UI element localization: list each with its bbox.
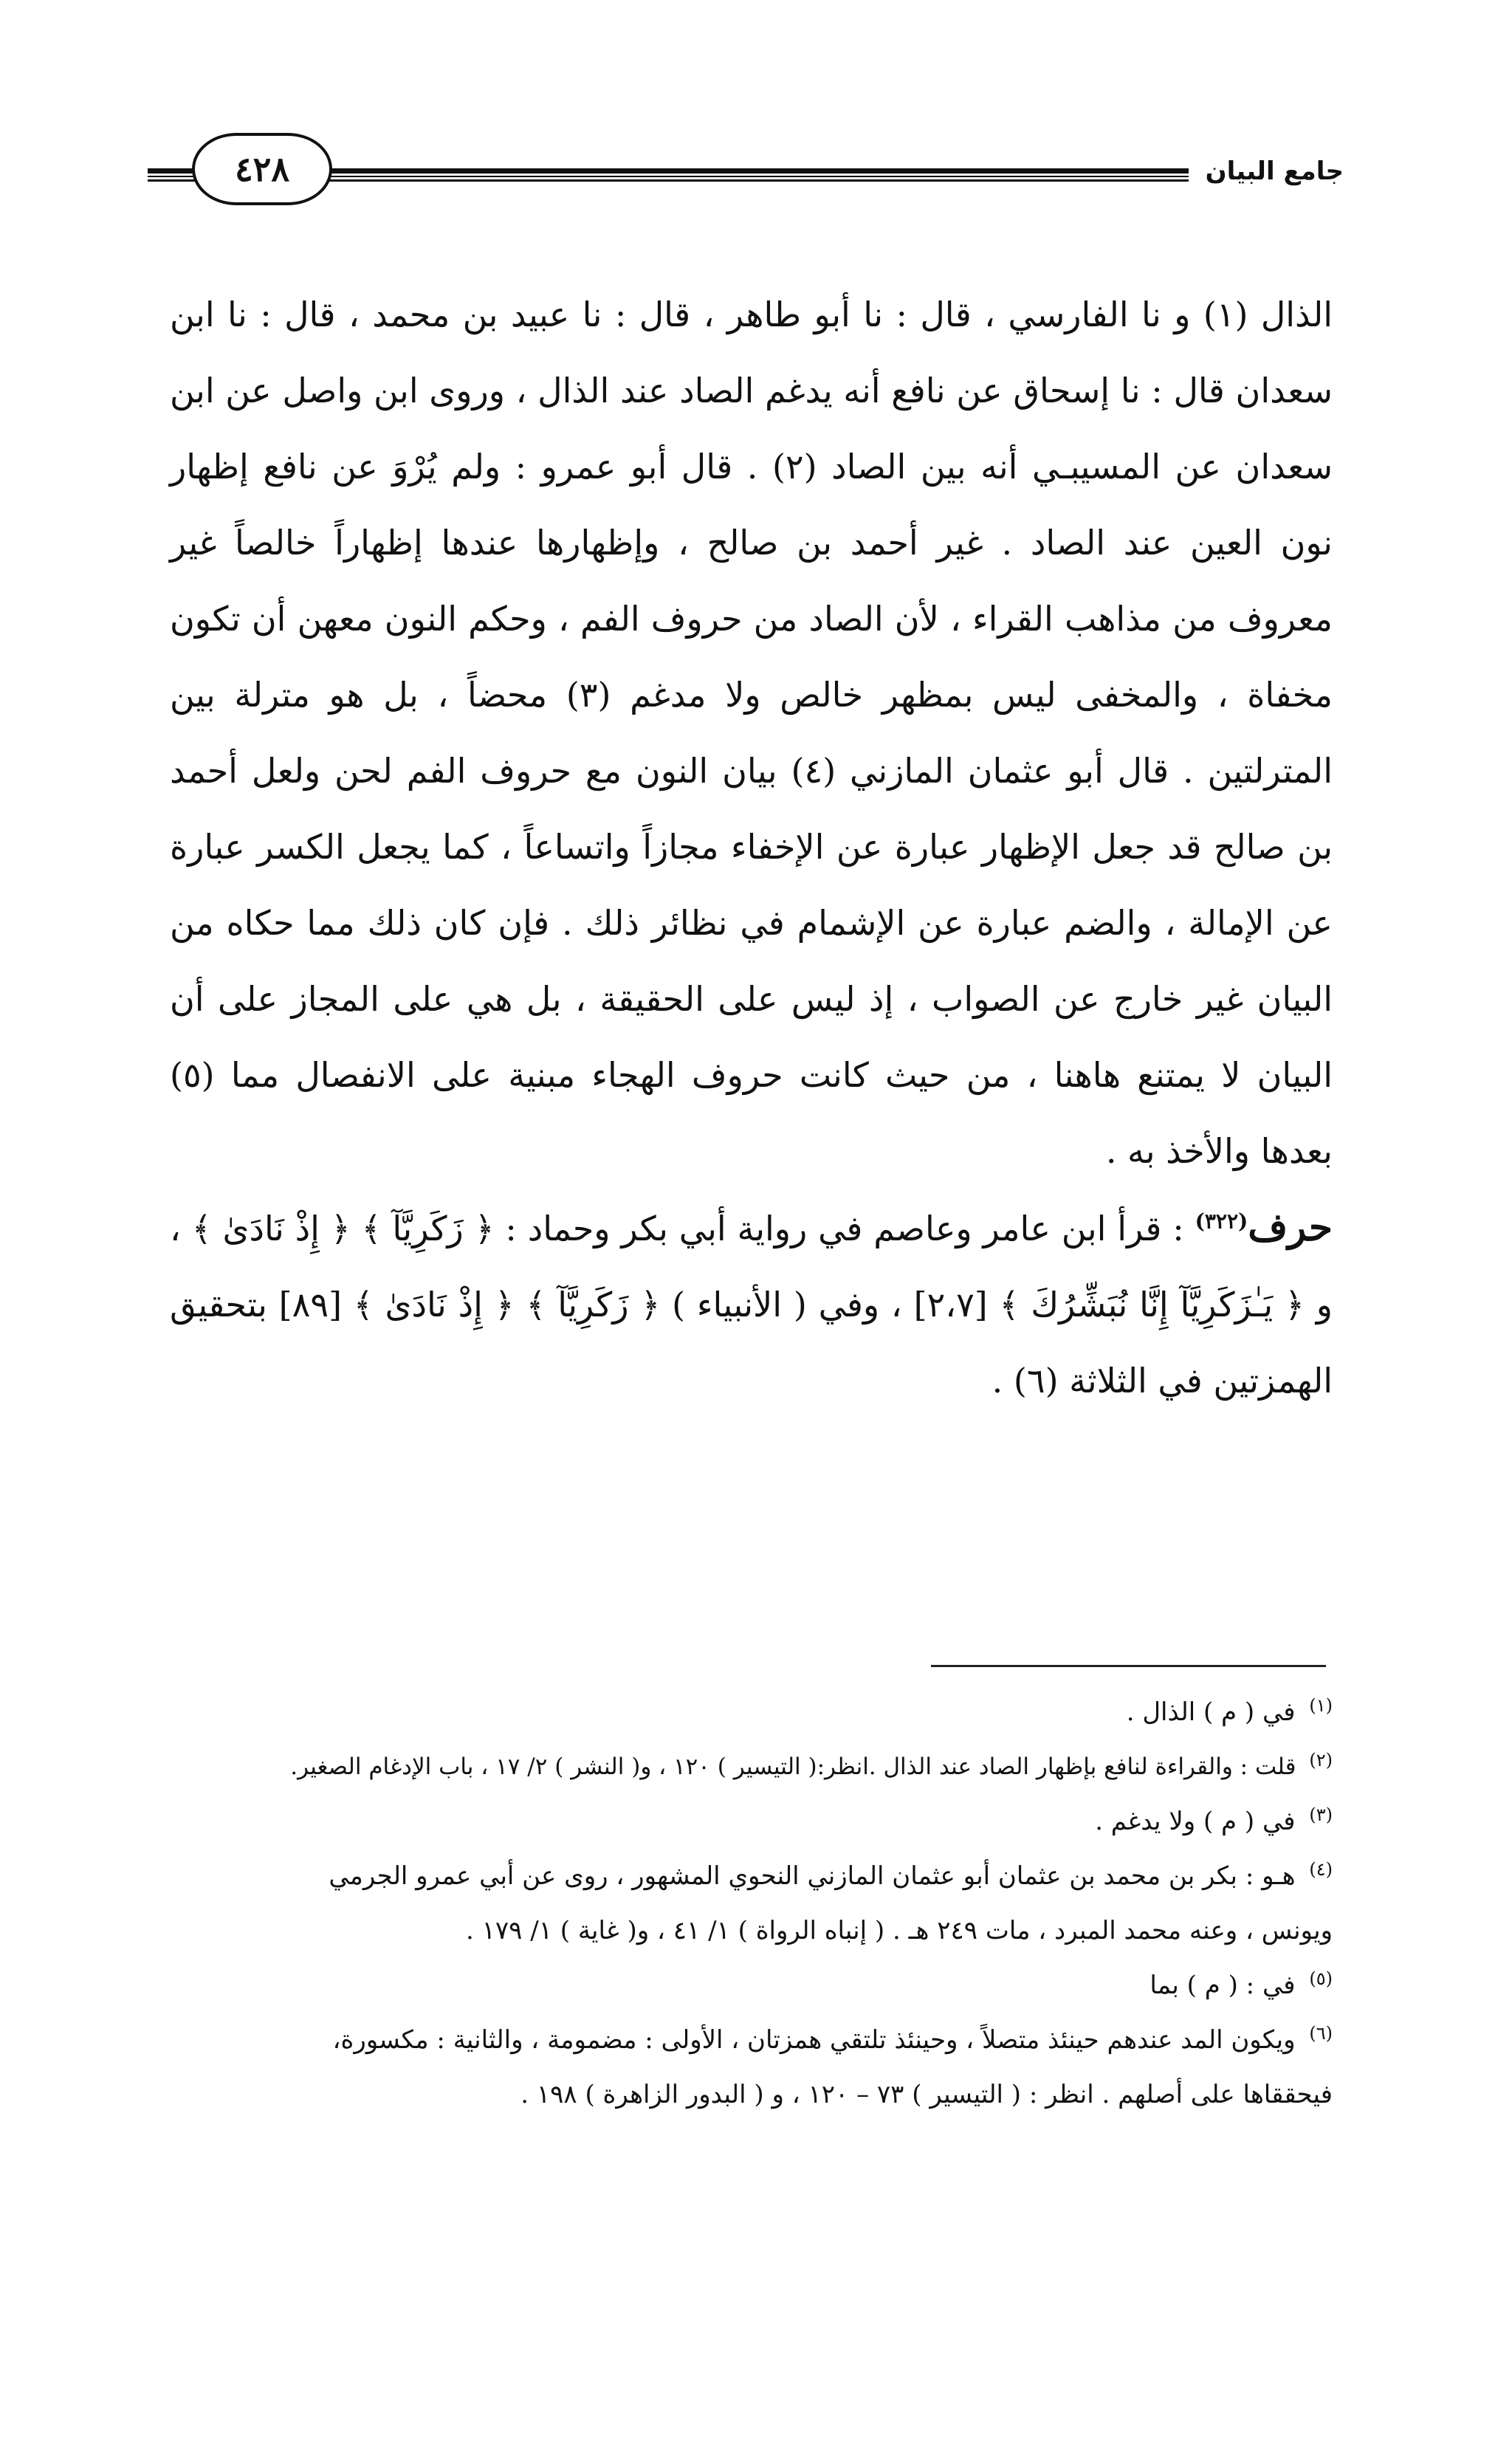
main-text [170,277,1333,1419]
footnote-text: هـو : بكر بن محمد بن عثمان أبو عثمان المازني النحوي المشهور ، روى عن أبي عمرو الجرمي [329,1861,1296,1891]
paragraph: الذال (١) و نا الفارسي ، قال : نا أبو طاهر ، قال : نا عبيد بن محمد ، قال : نا ابن سعدان قال : نا إسحاق عن نافع أنه يدغم الصاد عند الذال ، وروى ابن واصل عن ابن سعدان عن المسيبـي أنه بين الصاد (٢) . قال أبو عمرو : ولم يُرْوَ عن نافع إظهار نون العين عند الصاد . غير أحمد بن صالح ، وإظهارها عندها إظهاراً خالصاً غير معروف من مذاهب القراء ، لأن الصاد من حروف الفم ، وحكم النون معهن أن تكون مخفاة ، والمخفى ليس بمظهر خالص ولا مدغم (٣) محضاً ، بل هو مترلة بين المترلتين . قال أبو عثمان المازني (٤) بيان النون مع حروف الفم لحن ولعل أحمد بن صالح قد جعل الإظهار عبارة عن الإخفاء مجازاً واتساعاً ، كما يجعل الكسر عبارة عن الإمالة ، والضم عبارة عن الإشمام في نظائر ذلك . فإن كان ذلك مما حكاه من البيان غير خارج عن الصواب ، إذ ليس على الحقيقة ، بل هي على المجاز على أن البيان لا يمتنع هاهنا ، من حيث كانت حروف الهجاء مبنية على الانفصال مما (٥) بعدها والأخذ به . [170,295,1333,1171]
footnote-text: في : ( م ) بما [1150,1971,1296,2000]
footnote-separator [931,1665,1326,1667]
footnote-number: (٥) [1309,1968,1333,1989]
footnote-3 [170,1794,1333,1849]
harf-text: : قرأ ابن عامر وعاصم في رواية أبي بكر وحماد : ﴿ زَكَرِيَّآ ﴾ ﴿ إِذْ نَادَىٰ ﴾ ، و ﴿ يَـٰزَكَرِيَّآ إِنَّا نُبَشِّرُكَ ﴾ [٢،٧] ، وفي ( الأنبياء ) ﴿ زَكَرِيَّآ ﴾ ﴿ إِذْ نَادَىٰ ﴾ [٨٩] بتحقيق الهمزتين في الثلاثة (٦) . [170,1209,1333,1401]
footnote-2 [170,1739,1333,1794]
footnote-number: (٤) [1309,1858,1333,1880]
page-header [148,126,1344,207]
footnote-5 [170,1958,1333,2013]
footnote-continuation: ويونس ، وعنه محمد المبرد ، مات ٢٤٩ هـ . ( إنباه الرواة ) ١/ ٤١ ، و( غاية ) ١/ ١٧٩ . [466,1916,1333,1945]
footnote-continuation: فيحققاها على أصلهم . انظر : ( التيسير ) ٧٣ – ١٢٠ ، و ( البدور الزاهرة ) ١٩٨ . [520,2080,1333,2109]
harf-number: (٣٢٢) [1195,1209,1248,1234]
footnote-number: (٣) [1309,1804,1333,1825]
footnote-4 [170,1849,1333,1958]
harf-paragraph [170,1189,1333,1419]
footnote-text: في ( م ) الذال . [1126,1697,1296,1727]
footnote-text: ويكون المد عندهم حينئذ متصلاً ، وحينئذ تلتقي همزتان ، الأولى : مضمومة ، والثانية : مكسورة، [332,2025,1296,2055]
footnote-6 [170,2013,1333,2122]
footnote-number: (٦) [1309,2022,1333,2044]
footnote-text: في ( م ) ولا يدغم . [1095,1807,1296,1836]
footnotes [170,1685,1333,2122]
running-title: جامع البيان [1205,157,1344,186]
harf-label: حرف [1248,1205,1333,1250]
footnote-text: قلت : والقراءة لنافع بإظهار الصاد عند الذال .انظر:( التيسير ) ١٢٠ ، و( النشر ) ٢/ ١٧ ، باب الإدغام الصغير. [290,1753,1296,1780]
footnote-1 [170,1685,1333,1739]
footnote-number: (١) [1309,1694,1333,1716]
footnote-number: (٢) [1309,1749,1333,1770]
page-number: ٤٢٨ [192,133,332,205]
